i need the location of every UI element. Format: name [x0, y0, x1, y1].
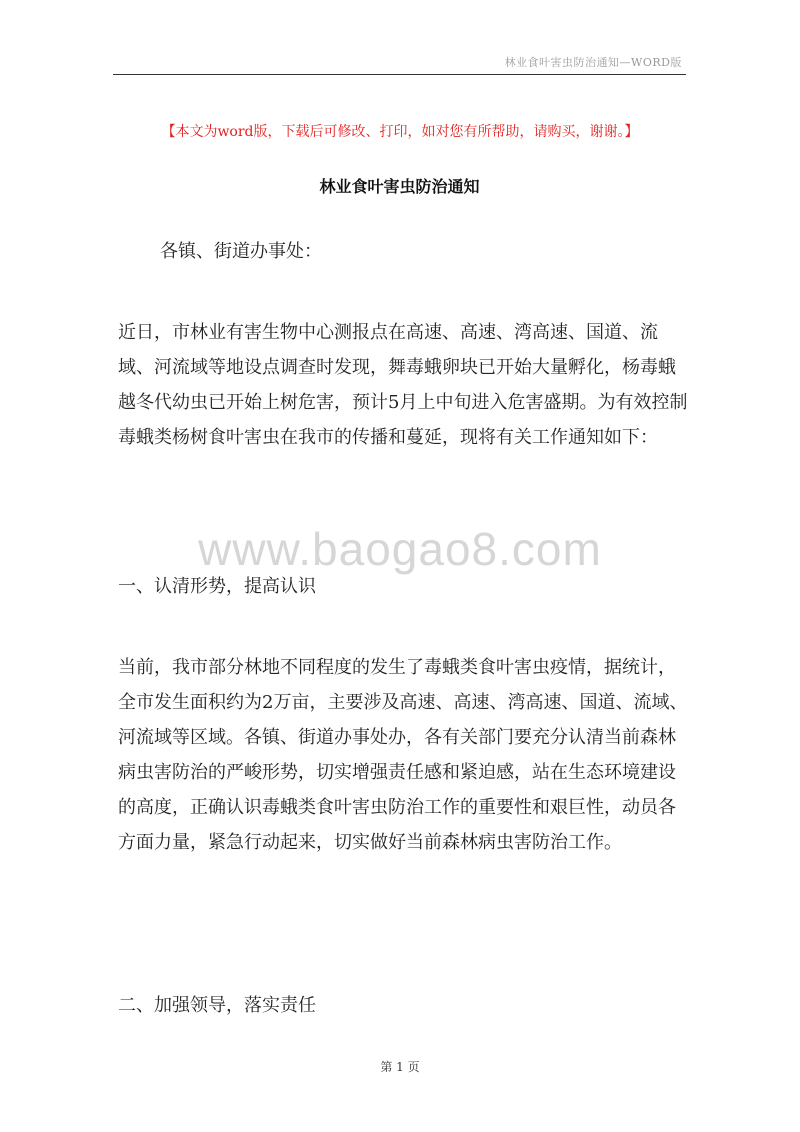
section-heading-2: 二、加强领导，落实责任	[118, 995, 316, 1016]
watermark: www.baogao8.com	[198, 523, 602, 575]
paragraph-intro: 近日，市林业有害生物中心测报点在高速、高速、湾高速、国道、流域、河流域等地设点调查时发现，舞毒蛾卵块已开始大量孵化，杨毒蛾越冬代幼虫已开始上树危害，预计5月上中旬进入危害盛期。为有效控制毒蛾类杨树食叶害虫在我市的传播和蔓延，现将有关工作通知如下：	[118, 322, 688, 448]
section-heading-1: 一、认清形势，提高认识	[118, 576, 316, 597]
document-title: 林业食叶害虫防治通知	[319, 177, 480, 196]
page-number: 第 1 页	[380, 1060, 420, 1074]
header-divider	[113, 74, 686, 75]
paragraph-situation: 当前，我市部分林地不同程度的发生了毒蛾类食叶害虫疫情，据统计，全市发生面积约为2万亩，主要涉及高速、高速、湾高速、国道、流域、河流域等区域。各镇、街道办事处办，各有关部门要充分认清当前森林病虫害防治的严峻形势，切实增强责任感和紧迫感，站在生态环境建设的高度，正确认识毒蛾类食叶害虫防治工作的重要性和艰巨性，动员各方面力量，紧急行动起来，切实做好当前森林病虫害防治工作。	[118, 657, 688, 853]
purchase-notice: 【本文为word版，下载后可修改、打印，如对您有所帮助，请购买，谢谢。】	[161, 124, 639, 140]
salutation: 各镇、街道办事处：	[160, 241, 322, 262]
running-header: 林业食叶害虫防治通知—WORD版	[504, 56, 682, 69]
